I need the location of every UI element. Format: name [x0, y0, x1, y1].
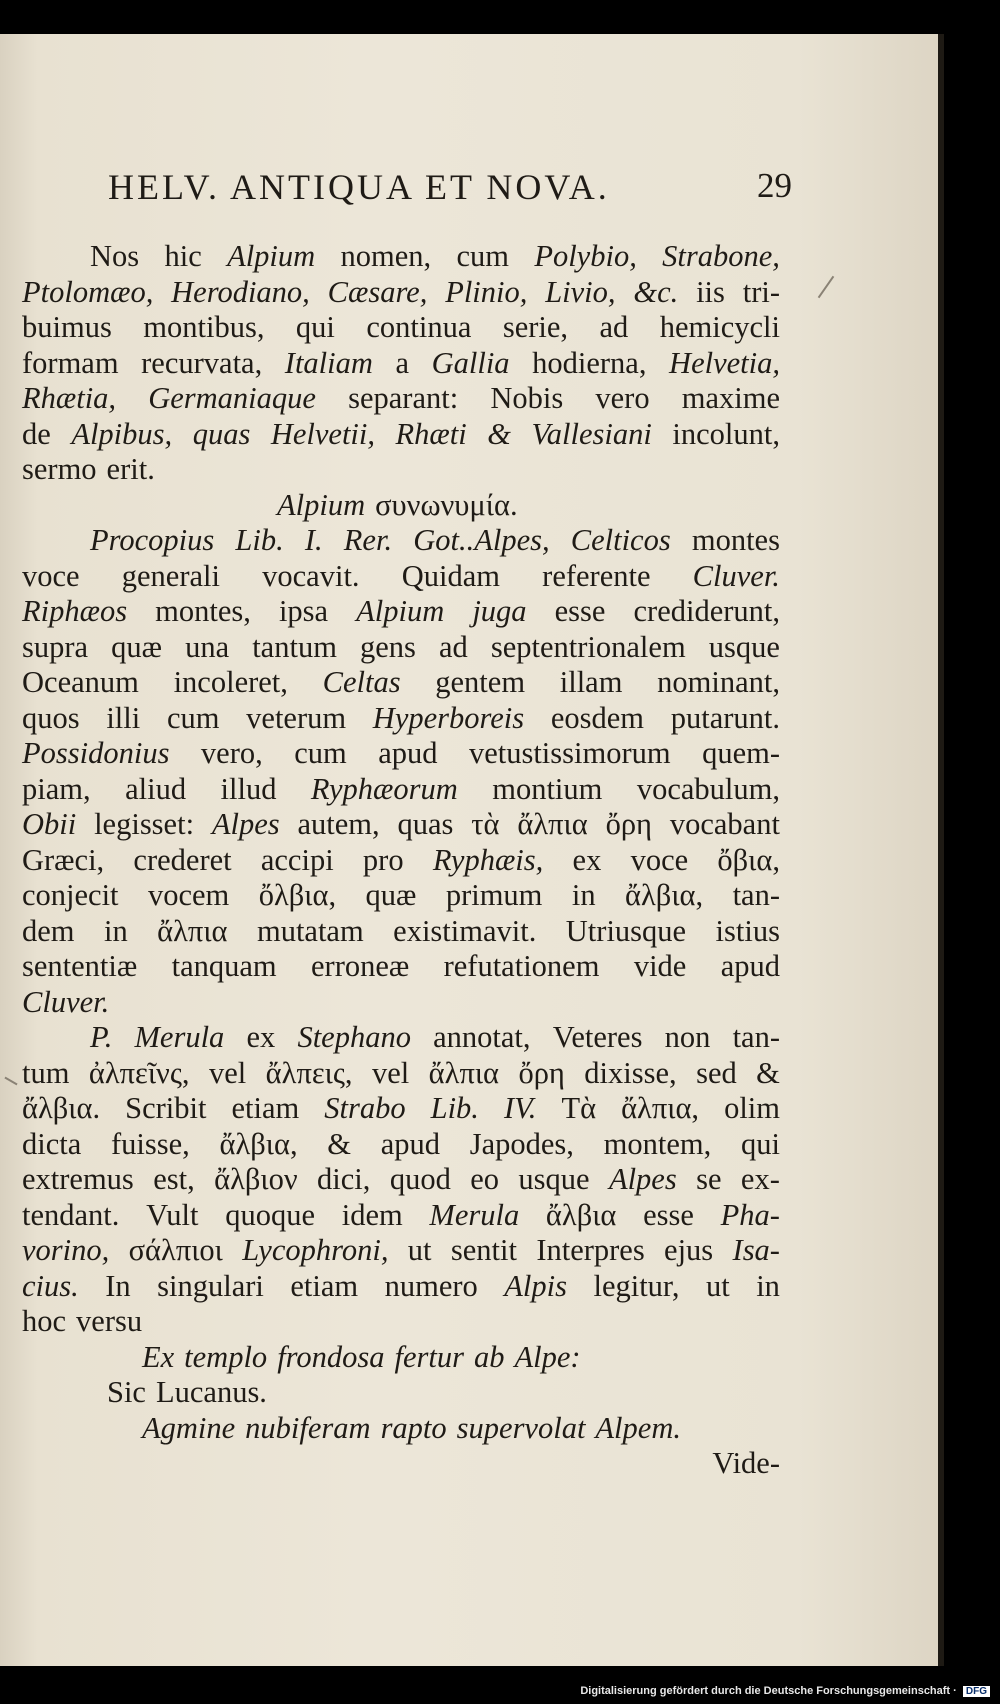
word: qui — [740, 1126, 780, 1161]
word: existimavit. — [393, 913, 537, 948]
text-line — [22, 1411, 780, 1447]
word: vocabant — [669, 807, 780, 841]
word: ἄλπεις, — [265, 1055, 353, 1090]
word: gentem — [435, 665, 526, 699]
word: Scribit — [125, 1091, 207, 1125]
word: refutationem — [443, 949, 600, 983]
word: hemicycli — [659, 310, 780, 344]
word: frondosa — [277, 1339, 385, 1374]
word: iis — [696, 274, 725, 309]
word: tantum — [252, 629, 337, 664]
word: cum — [456, 239, 509, 273]
word: &c. — [633, 274, 679, 309]
word: Helvetii, — [270, 416, 376, 451]
text-line — [22, 1375, 780, 1411]
text-line — [22, 310, 780, 346]
funding-credit: Digitalisierung gefördert durch die Deutsche Forschungsgemeinschaft · — [580, 1685, 957, 1697]
word: Alpe: — [514, 1339, 581, 1374]
word: Alpes — [608, 1162, 677, 1196]
word: Ptolomæo, — [22, 274, 154, 309]
text-line — [22, 843, 780, 879]
word: ἄλπια, — [621, 1091, 700, 1125]
word: ex — [572, 842, 602, 877]
word: ἄλπια — [517, 807, 588, 841]
word: Veteres — [552, 1020, 643, 1054]
text-line — [22, 275, 780, 311]
word: dici, — [317, 1162, 371, 1196]
word: esse — [643, 1197, 694, 1232]
word: ὄβια, — [717, 842, 780, 877]
word: Agmine — [142, 1410, 236, 1445]
word: Nos — [90, 239, 140, 273]
word: Ryphæorum — [310, 771, 458, 806]
word: ἄλβιον — [214, 1162, 298, 1196]
word: quos — [22, 700, 80, 735]
running-title: HELV. ANTIQUA ET NOVA. — [108, 167, 610, 207]
word: tri- — [742, 274, 780, 309]
word: est, — [153, 1162, 195, 1196]
word: Lucanus. — [155, 1375, 267, 1409]
word: Vide- — [712, 1446, 780, 1480]
text-line — [22, 1020, 780, 1056]
text-line — [22, 523, 780, 559]
word: serie, — [502, 310, 569, 344]
word: crediderunt, — [633, 594, 780, 628]
word: cius. — [22, 1268, 79, 1303]
word: vel — [371, 1055, 410, 1090]
word: Oceanum — [22, 665, 139, 699]
word: Procopius — [90, 523, 215, 557]
word: esse — [554, 594, 606, 628]
word: Lib. — [430, 1091, 479, 1125]
word: una — [185, 629, 230, 664]
word: ex — [246, 1020, 276, 1054]
word: Possidonius — [22, 736, 170, 770]
text-line — [22, 1233, 780, 1269]
word: incoleret, — [173, 665, 288, 699]
word: Alpium — [277, 487, 366, 522]
word: ut — [407, 1233, 432, 1267]
word: Riphæos — [22, 594, 128, 628]
word: quem- — [702, 736, 780, 770]
word: hodierna, — [532, 345, 647, 380]
word: mutatam — [256, 913, 364, 948]
word: rapto — [380, 1410, 447, 1445]
word: juga — [472, 594, 527, 628]
text-line — [22, 1127, 780, 1163]
word: Obii — [22, 807, 77, 841]
word: voce — [630, 842, 689, 877]
word: & — [487, 416, 511, 451]
text-line — [22, 914, 780, 950]
word: In — [105, 1268, 131, 1303]
word: Livio, — [545, 274, 616, 309]
word: ὄλβια, — [258, 878, 337, 912]
text-line — [22, 1162, 780, 1198]
word: erit. — [106, 452, 155, 486]
word: Vult — [146, 1197, 199, 1232]
word: dicta — [22, 1126, 82, 1161]
word: Interpres — [536, 1233, 645, 1267]
word: extremus — [22, 1162, 134, 1196]
word: apud — [378, 736, 438, 770]
word: qui — [295, 310, 335, 344]
word: quas — [192, 416, 251, 451]
word: Merula — [429, 1197, 520, 1232]
word: Alpium — [356, 594, 445, 628]
word: fertur — [394, 1339, 465, 1374]
word: Hyperboreis — [372, 700, 525, 735]
text-line — [22, 417, 780, 453]
word: sententiæ — [22, 949, 138, 983]
word: usque — [708, 629, 780, 664]
text-line — [22, 239, 780, 275]
word: vetustissimorum — [468, 736, 671, 770]
word: Alpis — [504, 1268, 567, 1303]
word: Alpibus, — [71, 416, 173, 451]
word: Utriusque — [565, 913, 687, 948]
word: se — [696, 1162, 722, 1196]
running-header — [108, 166, 792, 212]
word: hoc — [22, 1304, 67, 1338]
page-number: 29 — [757, 166, 792, 205]
word: formam — [22, 345, 119, 380]
word: tendant. — [22, 1197, 120, 1232]
word: Cæsare, — [327, 274, 428, 309]
word: nubiferam — [245, 1410, 371, 1445]
word: IV. — [503, 1091, 537, 1125]
text-line — [22, 559, 780, 595]
text-line — [22, 1198, 780, 1234]
word: P. — [90, 1020, 113, 1054]
text-line — [22, 630, 780, 666]
word: fuisse, — [110, 1126, 190, 1161]
word: numero — [384, 1268, 478, 1303]
word: annotat, — [433, 1020, 531, 1054]
word: Alpem. — [595, 1410, 681, 1445]
word: Τὰ — [561, 1091, 597, 1125]
word: gens — [360, 629, 416, 664]
book-page — [0, 34, 944, 1666]
text-line — [22, 346, 780, 382]
word: montem, — [603, 1126, 712, 1161]
word: incolunt, — [672, 416, 780, 451]
word: eo — [470, 1162, 499, 1196]
word: cum — [166, 700, 220, 735]
word: quod — [389, 1162, 451, 1196]
word: Germaniaque — [148, 381, 316, 415]
word: vocavit. — [262, 558, 360, 593]
word: Got..Alpes, — [413, 523, 550, 557]
word: erroneæ — [311, 949, 410, 983]
word: ad — [599, 310, 629, 344]
text-line — [22, 1091, 780, 1127]
word: quæ — [365, 878, 417, 912]
text-line — [22, 1269, 780, 1305]
margin-mark — [818, 276, 835, 298]
word: conjecit — [22, 878, 119, 912]
word: Vallesiani — [531, 416, 652, 451]
word: ut — [705, 1268, 730, 1303]
text-line — [22, 807, 780, 843]
word: singulari — [157, 1268, 264, 1303]
word: ἄλβια. — [22, 1091, 101, 1125]
word: dem — [22, 913, 75, 948]
word: continua — [366, 310, 472, 344]
margin-mark — [4, 1077, 17, 1086]
word: istius — [715, 913, 780, 948]
word: piam, — [22, 771, 91, 806]
word: referente — [542, 558, 651, 593]
word: συνωνυμία. — [375, 487, 518, 522]
word: vorino, — [22, 1233, 110, 1267]
word: Polybio, — [534, 239, 637, 273]
word: Sic — [107, 1375, 146, 1409]
word: ipsa — [278, 594, 329, 628]
text-line — [22, 772, 780, 808]
word: Græci, — [22, 842, 105, 877]
word: versu — [76, 1304, 143, 1338]
text-line — [22, 665, 780, 701]
word: eosdem — [550, 700, 645, 735]
word: ἄλβια, — [625, 878, 704, 912]
word: de — [22, 416, 51, 451]
word: ἄλβια — [545, 1197, 617, 1232]
word: crederet — [133, 842, 232, 877]
word: Merula — [134, 1020, 225, 1054]
word: nominant, — [657, 665, 780, 699]
word: Gallia — [431, 345, 510, 380]
word: Cluver. — [22, 984, 110, 1019]
word: Helvetia, — [669, 345, 780, 380]
text-line — [22, 1446, 780, 1482]
word: Rhæti — [395, 416, 467, 451]
text-line — [22, 1056, 780, 1092]
text-line — [22, 878, 780, 914]
word: ἄλπια — [428, 1055, 500, 1090]
word: & — [327, 1126, 352, 1161]
word: etiam — [290, 1268, 359, 1303]
word: tum — [22, 1055, 70, 1090]
word: olim — [724, 1091, 780, 1125]
word: sentit — [450, 1233, 517, 1267]
word: primum — [445, 878, 543, 912]
word: septentrionalem — [490, 629, 686, 664]
word: legitur, — [593, 1268, 680, 1303]
text-line — [22, 452, 780, 488]
word: aliud — [125, 771, 187, 806]
word: ad — [439, 629, 468, 664]
word: ἄλβια, — [219, 1126, 298, 1161]
word: Ex — [142, 1339, 175, 1374]
text-line — [22, 985, 780, 1021]
word: tanquam — [171, 949, 277, 983]
word: Quidam — [401, 558, 500, 593]
word: vel — [208, 1055, 247, 1090]
word: Nobis — [490, 381, 564, 415]
word: apud — [380, 1126, 441, 1161]
word: Strabo — [324, 1091, 406, 1125]
word: apud — [720, 949, 780, 983]
word: Pha- — [720, 1197, 780, 1232]
word: a — [395, 345, 410, 380]
word: sed — [696, 1055, 737, 1090]
word: Herodiano, — [171, 274, 310, 309]
word: generali — [121, 558, 220, 593]
word: usque — [518, 1162, 590, 1196]
word: vocabulum, — [636, 771, 780, 806]
word: σάλπιοι — [128, 1233, 223, 1267]
word: cum — [294, 736, 347, 770]
text-line — [22, 949, 780, 985]
word: non — [664, 1020, 711, 1054]
word: autem, — [297, 807, 380, 841]
word: vero, — [200, 736, 263, 770]
word: Japodes, — [469, 1126, 574, 1161]
word: ejus — [664, 1233, 714, 1267]
word: ab — [474, 1339, 505, 1374]
word: Lib. — [235, 523, 284, 557]
word: separant: — [348, 381, 459, 415]
word: nomen, — [340, 239, 432, 273]
word: quoque — [225, 1197, 316, 1232]
word: ἀλπεῖνς, — [88, 1055, 190, 1090]
word: Plinio, — [445, 274, 528, 309]
word: ἄλπια — [157, 913, 228, 948]
word: in — [103, 913, 128, 948]
text-line — [22, 488, 780, 524]
word: τὰ — [471, 807, 500, 841]
word: sermo — [22, 452, 97, 486]
word: tan- — [732, 878, 780, 912]
word: voce — [22, 558, 80, 593]
word: veterum — [246, 700, 347, 735]
text-line — [22, 701, 780, 737]
word: tan- — [732, 1020, 780, 1054]
text-line — [22, 594, 780, 630]
word: supra — [22, 629, 89, 664]
word: idem — [341, 1197, 403, 1232]
word: vide — [633, 949, 687, 983]
word: recurvata, — [141, 345, 263, 380]
word: supervolat — [456, 1410, 586, 1445]
digitization-footer — [580, 1685, 990, 1697]
word: Rer. — [343, 523, 393, 557]
word: templo — [184, 1339, 268, 1374]
word: Alpes — [211, 807, 280, 841]
word: montes — [691, 523, 780, 557]
word: Italiam — [284, 345, 373, 380]
word: pro — [362, 842, 404, 877]
word: montes, — [155, 594, 251, 628]
word: maxime — [681, 381, 780, 415]
word: montibus, — [143, 310, 265, 344]
word: quas — [397, 807, 454, 841]
word: Isa- — [732, 1233, 780, 1267]
text-line — [22, 1340, 780, 1376]
word: in — [571, 878, 596, 912]
word: ὄρη — [605, 807, 652, 841]
word: buimus — [22, 310, 112, 344]
word: vero — [595, 381, 650, 415]
word: Stephano — [297, 1020, 411, 1054]
word: montium — [492, 771, 603, 806]
word: illi — [106, 700, 141, 735]
word: dixisse, — [584, 1055, 677, 1090]
text-line — [22, 736, 780, 772]
word: Ryphæis, — [432, 842, 544, 877]
word: Strabone, — [662, 239, 780, 273]
word: Alpium — [227, 239, 316, 273]
text-line — [22, 1304, 780, 1340]
word: Cluver. — [692, 558, 780, 593]
word: ex- — [740, 1162, 780, 1196]
text-line — [22, 381, 780, 417]
word: Lycophroni, — [242, 1233, 389, 1267]
page-body-text — [22, 239, 780, 1482]
word: illam — [559, 665, 623, 699]
dfg-logo: DFG — [963, 1686, 990, 1697]
word: hic — [164, 239, 202, 273]
word: vocem — [147, 878, 230, 912]
word: I. — [304, 523, 323, 557]
word: ὄρη — [518, 1055, 565, 1090]
word: Rhætia, — [22, 381, 117, 415]
word: Celtas — [322, 665, 401, 699]
word: putarunt. — [670, 700, 780, 735]
word: accipi — [260, 842, 334, 877]
word: illud — [220, 771, 277, 806]
word: Celticos — [570, 523, 671, 557]
word: & — [756, 1055, 780, 1090]
word: etiam — [231, 1091, 300, 1125]
word: in — [756, 1268, 780, 1303]
word: legisset: — [94, 807, 195, 841]
word: quæ — [111, 629, 162, 664]
